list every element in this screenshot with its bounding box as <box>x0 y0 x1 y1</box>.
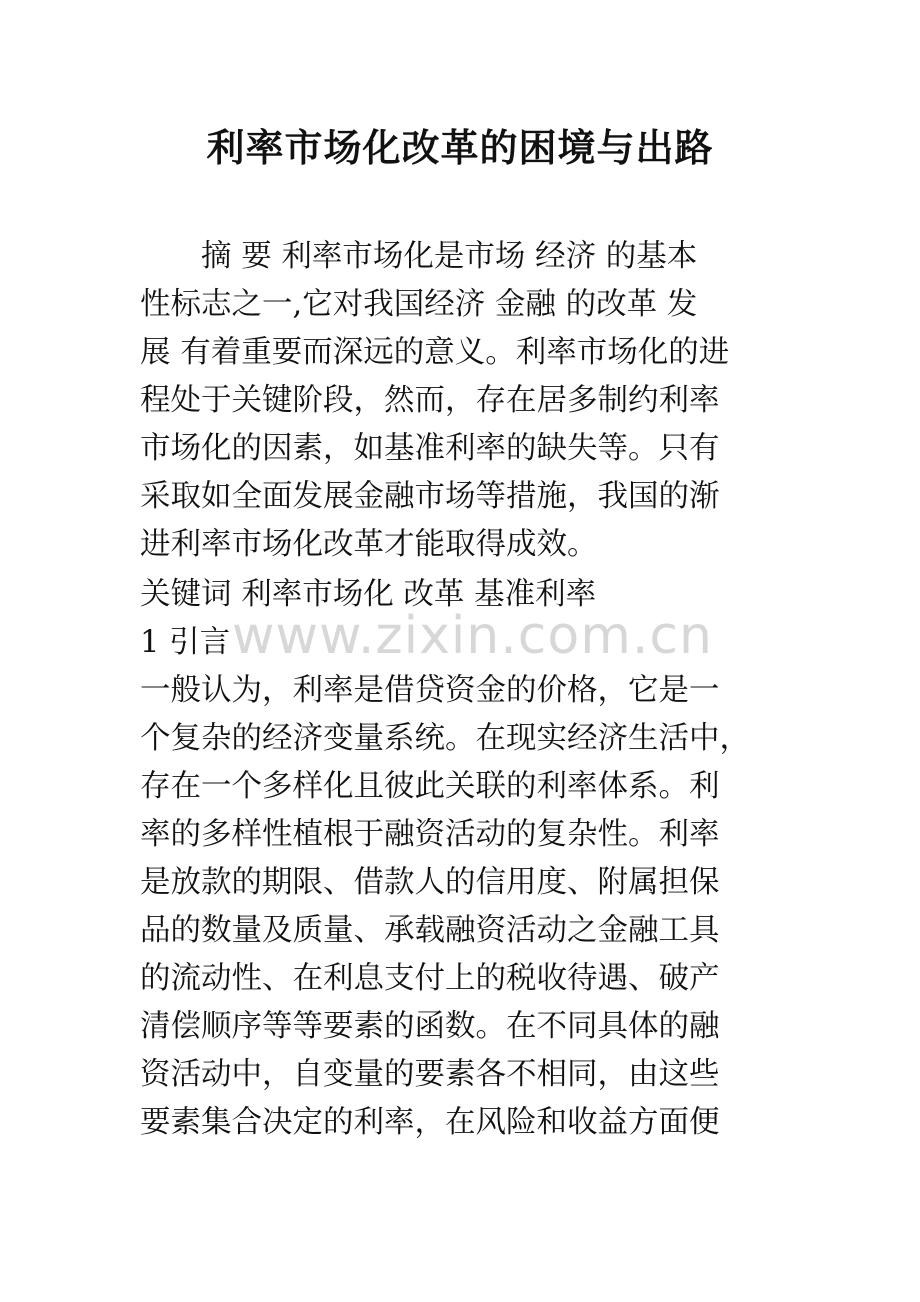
abstract-line: 摘 要 利率市场化是市场 经济 的基本 <box>140 239 698 274</box>
body-line: 是放款的期限、借款人的信用度、附属担保 <box>140 865 720 900</box>
body-line: 资活动中，自变量的要素各不相同，由这些 <box>140 1057 720 1092</box>
body-line: 要素集合决定的利率，在风险和收益方面便 <box>140 1105 720 1140</box>
abstract-line: 性标志之一,它对我国经济 金融 的改革 发 <box>140 287 698 322</box>
abstract-line: 进利率市场化改革才能取得成效。 <box>140 527 598 562</box>
abstract-line: 采取如全面发展金融市场等措施，我国的渐 <box>140 479 720 514</box>
body-line: 清偿顺序等等要素的函数。在不同具体的融 <box>140 1009 720 1044</box>
body-line: 一般认为，利率是借贷资金的价格，它是一 <box>140 673 720 708</box>
body-line: 的流动性、在利息支付上的税收待遇、破产 <box>140 961 720 996</box>
abstract-line: 市场化的因素，如基准利率的缺失等。只有 <box>140 431 720 466</box>
keywords-line: 关键词 利率市场化 改革 基准利率 <box>140 577 597 612</box>
body-line: 率的多样性植根于融资活动的复杂性。利率 <box>140 817 720 852</box>
body-line: 品的数量及质量、承载融资活动之金融工具 <box>140 913 720 948</box>
body-line: 存在一个多样化且彼此关联的利率体系。利 <box>140 769 720 804</box>
abstract-line: 展 有着重要而深远的意义。利率市场化的进 <box>140 335 730 370</box>
watermark-text: www.zixin.com.cn <box>232 606 713 666</box>
abstract-line: 程处于关键阶段，然而，存在居多制约利率 <box>140 383 720 418</box>
section-heading: 1 引言 <box>140 625 231 660</box>
body-line: 个复杂的经济变量系统。在现实经济生活中， <box>140 721 750 756</box>
document-title: 利率市场化改革的困境与出路 <box>206 125 714 170</box>
